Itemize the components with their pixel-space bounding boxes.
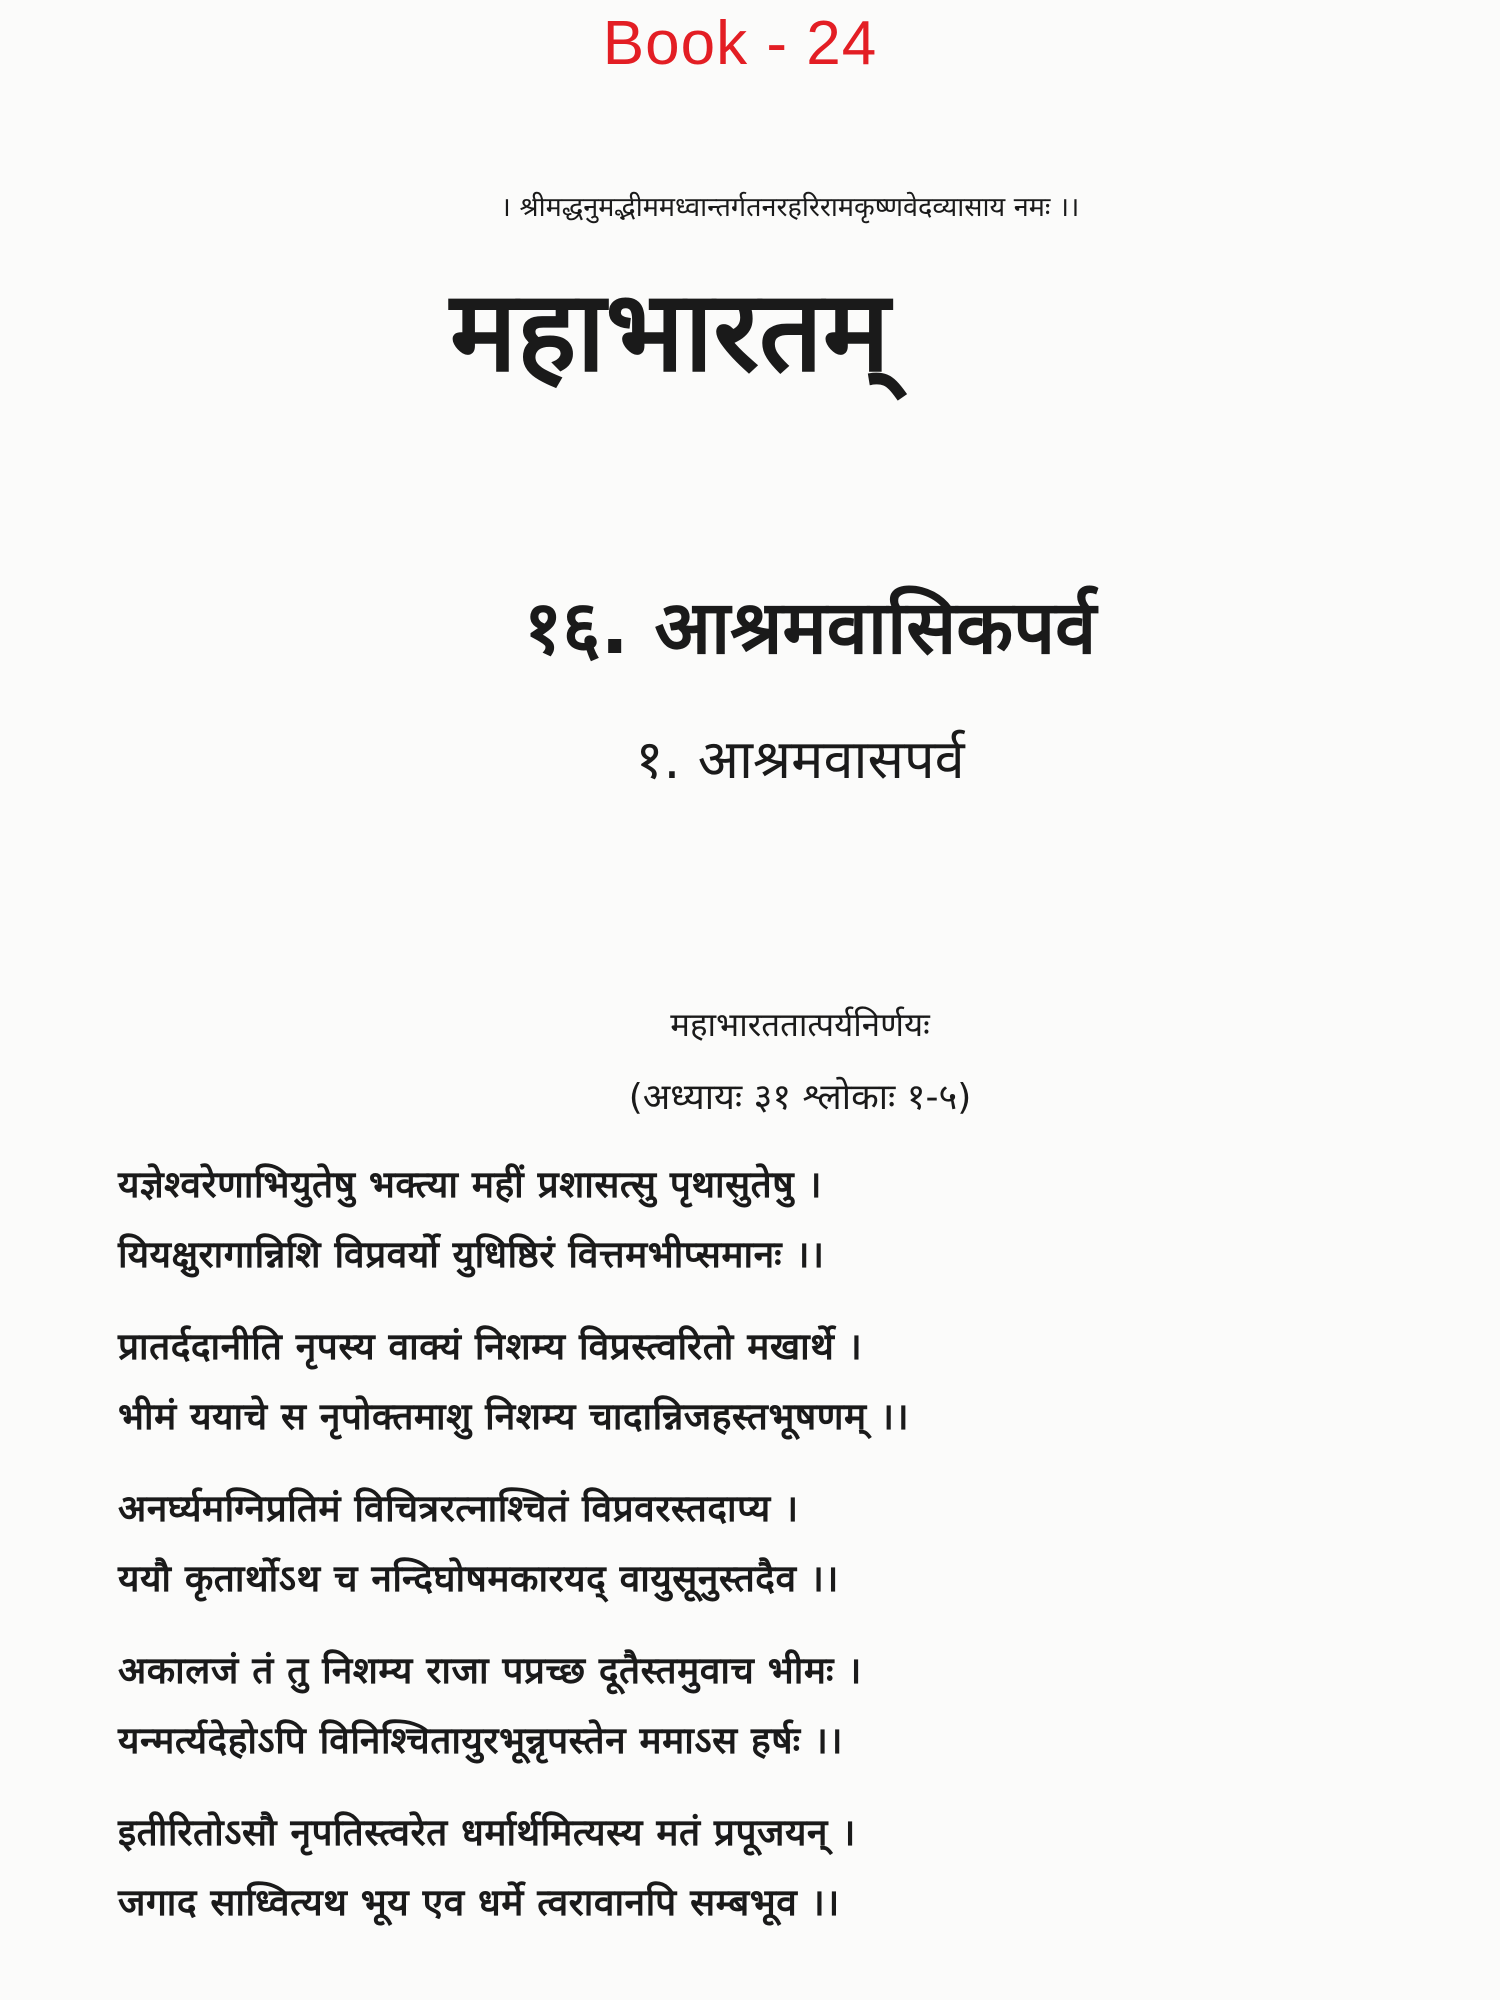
verse-line: यन्मर्त्यदेहोऽपि विनिश्चितायुरभून्नृपस्तेन ममाऽस हर्षः ।। <box>118 1719 843 1762</box>
source-range: (अध्यायः ३१ श्लोकाः १-५) <box>628 1077 972 1118</box>
verse-line: ययौ कृतार्थोऽथ च नन्दिघोषमकारयद् वायुसूनुस्तदैव ।। <box>118 1557 839 1600</box>
main-title: महाभारतम् <box>450 267 890 397</box>
verse-5 <box>118 1798 1378 1938</box>
verse-line: अनर्घ्यमग्निप्रतिमं विचित्ररत्नाश्चितं विप्रवरस्तदाप्य । <box>118 1487 799 1530</box>
parva-heading: १६. आश्रमवासिकपर्व <box>523 585 1097 671</box>
verse-3 <box>118 1474 1378 1614</box>
verse-line: यियक्षुरागान्निशि विप्रवर्यो युधिष्ठिरं वित्तमभीप्समानः ।। <box>118 1233 825 1276</box>
verse-line: अकालजं तं तु निशम्य राजा पप्रच्छ दूतैस्तमुवाच भीमः । <box>118 1649 862 1692</box>
subparva-heading: १. आश्रमवासपर्व <box>635 728 965 791</box>
verse-1 <box>118 1150 1378 1290</box>
verses-block <box>118 1150 1378 1960</box>
verse-line: जगाद साध्वित्यथ भूय एव धर्मे त्वरावानपि सम्बभूव ।। <box>118 1881 840 1924</box>
verse-4 <box>118 1636 1378 1776</box>
verse-line: यज्ञेश्वरेणाभियुतेषु भक्त्या महीं प्रशासत्सु पृथासुतेषु । <box>118 1163 823 1206</box>
verse-line: इतीरितोऽसौ नृपतिस्त्वरेत धर्मार्थमित्यस्य मतं प्रपूजयन् । <box>118 1811 856 1854</box>
invocation-line: । श्रीमद्धनुमद्भीममध्वान्तर्गतनरहरिरामकृष्णवेदव्यासाय नमः ।। <box>500 192 1080 223</box>
verse-line: प्रातर्ददानीति नृपस्य वाक्यं निशम्य विप्रस्त्वरितो मखार्थे । <box>118 1325 863 1368</box>
verse-line: भीमं ययाचे स नृपोक्तमाशु निशम्य चादान्निजहस्तभूषणम् ।। <box>118 1395 910 1438</box>
verse-2 <box>118 1312 1378 1452</box>
source-title: महाभारततात्पर्यनिर्णयः <box>670 1005 930 1044</box>
book-label: Book - 24 <box>602 9 878 78</box>
